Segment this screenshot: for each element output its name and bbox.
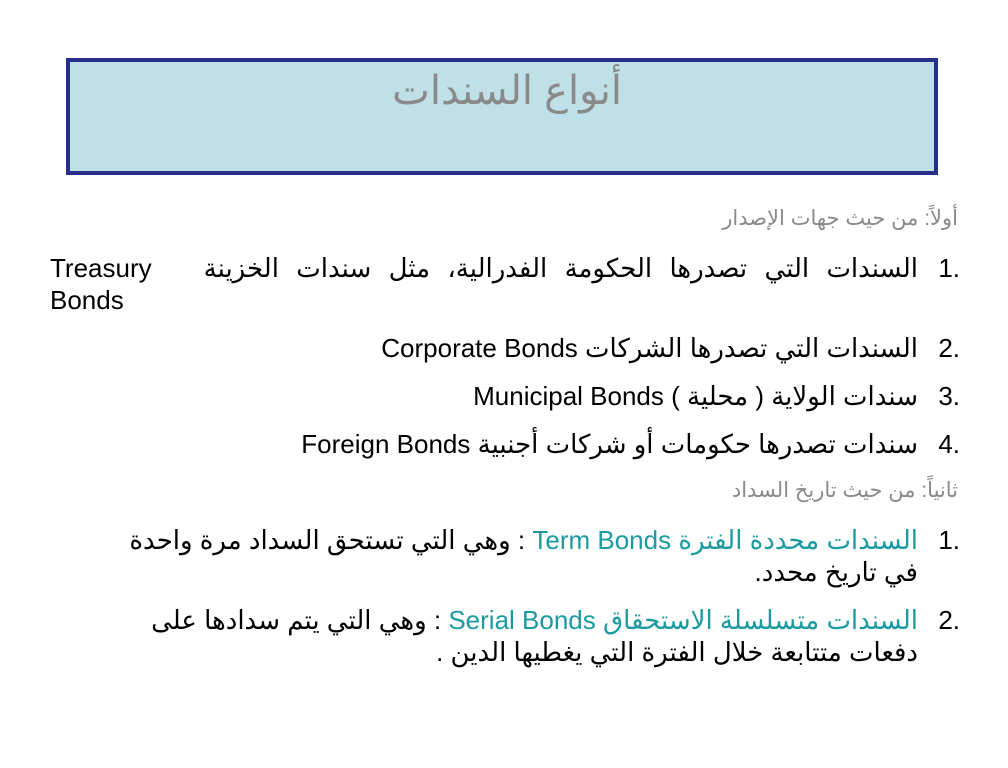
- list-number: 4.: [938, 429, 960, 459]
- item-term-en: Treasury: [50, 253, 152, 283]
- list-number: 2.: [938, 605, 960, 635]
- list-number: 3.: [938, 381, 960, 411]
- item-text-ar: سندات تصدرها حكومات أو شركات أجنبية: [477, 429, 918, 459]
- item-description: : وهي التي يتم سدادها على: [151, 605, 442, 635]
- list-item: [50, 524, 964, 588]
- item-text-ar: سندات الولاية ( محلية ): [671, 381, 918, 411]
- item-term-en: Municipal Bonds: [473, 381, 664, 411]
- item-description: : وهي التي تستحق السداد مرة واحدة: [129, 525, 526, 555]
- item-description-continued: دفعات متتابعة خلال الفترة التي يغطيها الدين .: [436, 637, 918, 667]
- list-number: 1.: [938, 525, 960, 555]
- list-number: 2.: [938, 333, 960, 363]
- list-item: [50, 604, 964, 668]
- item-term-en: Serial Bonds: [448, 605, 596, 635]
- slide-title: أنواع السندات: [392, 69, 622, 113]
- slide-content: [50, 204, 964, 684]
- item-term-en-continued: Bonds: [50, 285, 124, 315]
- list-item: [50, 332, 964, 364]
- section-heading-issuer: أولاً: من حيث جهات الإصدار: [722, 207, 958, 230]
- title-box: [66, 58, 938, 175]
- item-text-ar: السندات التي تصدرها الشركات: [585, 333, 918, 363]
- item-term-en: Corporate Bonds: [381, 333, 578, 363]
- item-description-continued: في تاريخ محدد.: [754, 557, 918, 587]
- list-number: 1.: [938, 253, 960, 283]
- item-term-en: Term Bonds: [532, 525, 672, 555]
- item-term-ar: السندات محددة الفترة: [678, 525, 918, 555]
- section-heading-maturity: ثانياً: من حيث تاريخ السداد: [731, 479, 958, 502]
- list-item: [50, 252, 964, 316]
- item-term-ar: السندات متسلسلة الاستحقاق: [602, 605, 918, 635]
- item-term-en: Foreign Bonds: [301, 429, 471, 459]
- list-item: [50, 380, 964, 412]
- item-text-ar: السندات التي تصدرها الحكومة الفدرالية، مثل سندات الخزينة: [203, 253, 918, 283]
- list-item: [50, 428, 964, 460]
